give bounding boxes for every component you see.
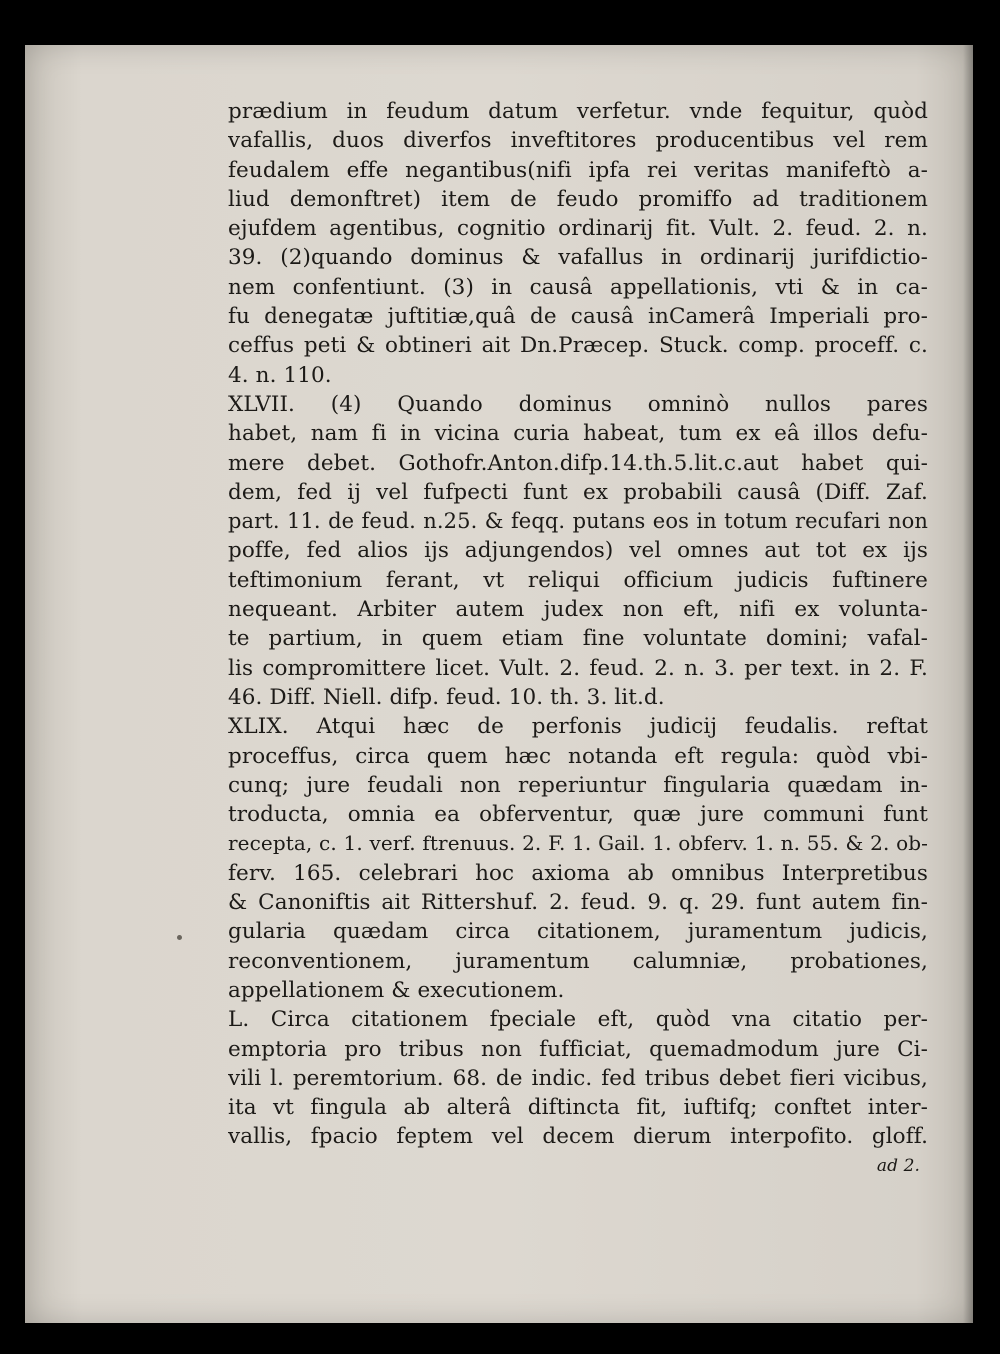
text-line: habet, nam fi in vicina curia habeat, tum ex eâ illos defu- <box>228 421 928 447</box>
text-line: prædium in feudum datum verfetur. vnde fequitur, quòd <box>228 99 928 124</box>
text-line: ceffus peti & obtineri ait Dn.Præcep. Stuck. comp. proceff. c. <box>228 333 928 359</box>
text-line: & Canoniftis ait Rittershuf. 2. feud. 9. q. 29. funt autem fin- <box>228 890 928 916</box>
ink-speck <box>177 935 182 940</box>
text-line: 39. (2)quando dominus & vafallus in ordinarij jurifdictio- <box>228 245 928 271</box>
text-line: proceffus, circa quem hæc notanda eft regula: quòd vbi- <box>228 743 928 769</box>
text-line: feudalem effe negantibus(nifi ipfa rei veritas manifeftò a- <box>228 157 928 183</box>
text-line: dem, fed ij vel fufpecti funt ex probabili causâ (Diff. Zaf. <box>228 479 928 505</box>
text-line: ejufdem agentibus, cognitio ordinarij fit. Vult. 2. feud. 2. n. <box>228 216 928 242</box>
text-line-paragraph-xlvii: XLVII. (4) Quando dominus omninò nullos pares <box>228 391 928 417</box>
text-line: recepta, c. 1. verf. ftrenuus. 2. F. 1. Gail. 1. obferv. 1. n. 55. & 2. ob- <box>228 831 928 856</box>
page-edge-shadow <box>963 45 973 1323</box>
text-line: poffe, fed alios ijs adjungendos) vel omnes aut tot ex ijs <box>228 538 928 564</box>
text-line: vili l. peremtorium. 68. de indic. fed tribus debet fieri vicibus, <box>228 1065 928 1091</box>
text-line: appellationem & executionem. <box>228 977 565 1003</box>
text-line: gularia quædam circa citationem, juramentum judicis, <box>228 919 928 945</box>
text-line: teftimonium ferant, vt reliqui officium judicis fuftinere <box>228 567 928 593</box>
text-line: part. 11. de feud. n.25. & feqq. putans eos in totum recufari non <box>228 509 928 534</box>
text-line: nequeant. Arbiter autem judex non eft, nifi ex volunta- <box>228 597 928 623</box>
text-line: reconventionem, juramentum calumniæ, probationes, <box>228 948 928 974</box>
page-text-block <box>228 97 928 1181</box>
text-line: mere debet. Gothofr.Anton.difp.14.th.5.lit.c.aut habet qui- <box>228 450 928 476</box>
text-line-paragraph-l: L. Circa citationem fpeciale eft, quòd vna citatio per- <box>228 1007 928 1033</box>
book-page <box>25 45 973 1323</box>
text-line: 46. Diff. Niell. difp. feud. 10. th. 3. lit.d. <box>228 684 665 710</box>
text-line: te partium, in quem etiam fine voluntate domini; vafal- <box>228 626 928 652</box>
text-line: troducta, omnia ea obferventur, quæ jure communi funt <box>228 802 928 828</box>
text-line: vafallis, duos diverfos inveftitores producentibus vel rem <box>228 128 928 154</box>
text-line: lis compromittere licet. Vult. 2. feud. 2. n. 3. per text. in 2. F. <box>228 655 928 681</box>
text-line: nem confentiunt. (3) in causâ appellationis, vti & in ca- <box>228 274 928 300</box>
text-line: ita vt fingula ab alterâ diftincta fit, iuftifq; conftet inter- <box>228 1095 928 1121</box>
text-line: 4. n. 110. <box>228 362 332 388</box>
text-line: emptoria pro tribus non fufficiat, quemadmodum jure Ci- <box>228 1036 928 1062</box>
text-line: ferv. 165. celebrari hoc axioma ab omnibus Interpretibus <box>228 860 928 886</box>
text-line: cunq; jure feudali non reperiuntur fingularia quædam in- <box>228 772 928 798</box>
text-line: vallis, fpacio feptem vel decem dierum interpofito. gloff. <box>228 1124 928 1150</box>
text-line-paragraph-xlix: XLIX. Atqui hæc de perfonis judicij feudalis. reftat <box>228 714 928 740</box>
text-line: fu denegatæ juftitiæ,quâ de causâ inCamerâ Imperiali pro- <box>228 304 928 330</box>
catchword: ad 2. <box>876 1155 920 1176</box>
text-line: liud demonftret) item de feudo promiffo ad traditionem <box>228 186 928 212</box>
